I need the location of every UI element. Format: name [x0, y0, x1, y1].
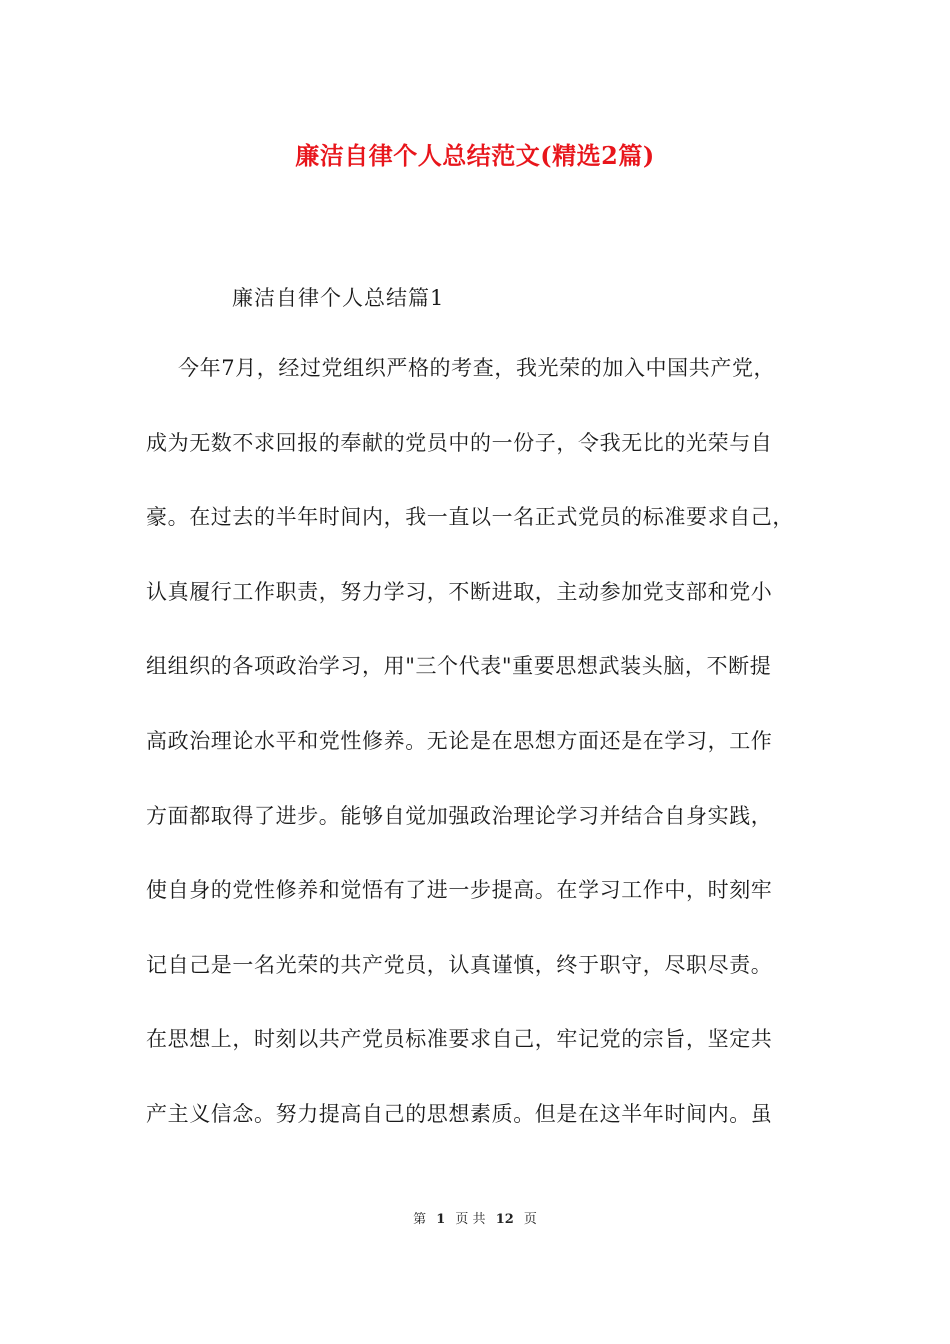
footer-page-prefix: 第	[413, 1212, 427, 1227]
paragraph-line: 组组织的各项政治学习，用"三个代表"重要思想武装头脑，不断提	[146, 654, 772, 679]
paragraph-line: 在思想上，时刻以共产党员标准要求自己，牢记党的宗旨，坚定共	[146, 1027, 773, 1052]
footer-page-mid: 页 共	[455, 1212, 486, 1227]
paragraph-line: 成为无数不求回报的奉献的党员中的一份子，令我无比的光荣与自	[146, 430, 773, 455]
footer-page-suffix: 页	[523, 1212, 537, 1227]
paragraph-line: 使自身的党性修养和觉悟有了进一步提高。在学习工作中，时刻牢	[146, 878, 773, 903]
paragraph-line: 认真履行工作职责，努力学习，不断进取，主动参加党支部和党小	[146, 579, 773, 604]
paragraph-line: 豪。在过去的半年时间内，我一直以一名正式党员的标准要求自己，	[146, 505, 794, 530]
section-heading: 廉洁自律个人总结篇1	[232, 286, 445, 310]
paragraph-line: 产主义信念。努力提高自己的思想素质。但是在这半年时间内。虽	[146, 1101, 773, 1126]
paragraph-line: 高政治理论水平和党性修养。无论是在思想方面还是在学习，工作	[146, 728, 773, 753]
paragraph-line: 记自己是一名光荣的共产党员，认真谨慎，终于职守，尽职尽责。	[146, 952, 773, 977]
paragraph-line: 方面都取得了进步。能够自觉加强政治理论学习并结合自身实践，	[146, 803, 773, 828]
body-paragraph	[146, 350, 806, 1171]
paragraph-line: 今年7月，经过党组织严格的考查，我光荣的加入中国共产党，	[178, 356, 776, 380]
footer-total-pages: 12	[495, 1212, 514, 1227]
footer-current-page: 1	[436, 1212, 446, 1227]
document-title: 廉洁自律个人总结范文(精选2篇)	[295, 141, 655, 170]
page-footer	[0, 1208, 950, 1227]
